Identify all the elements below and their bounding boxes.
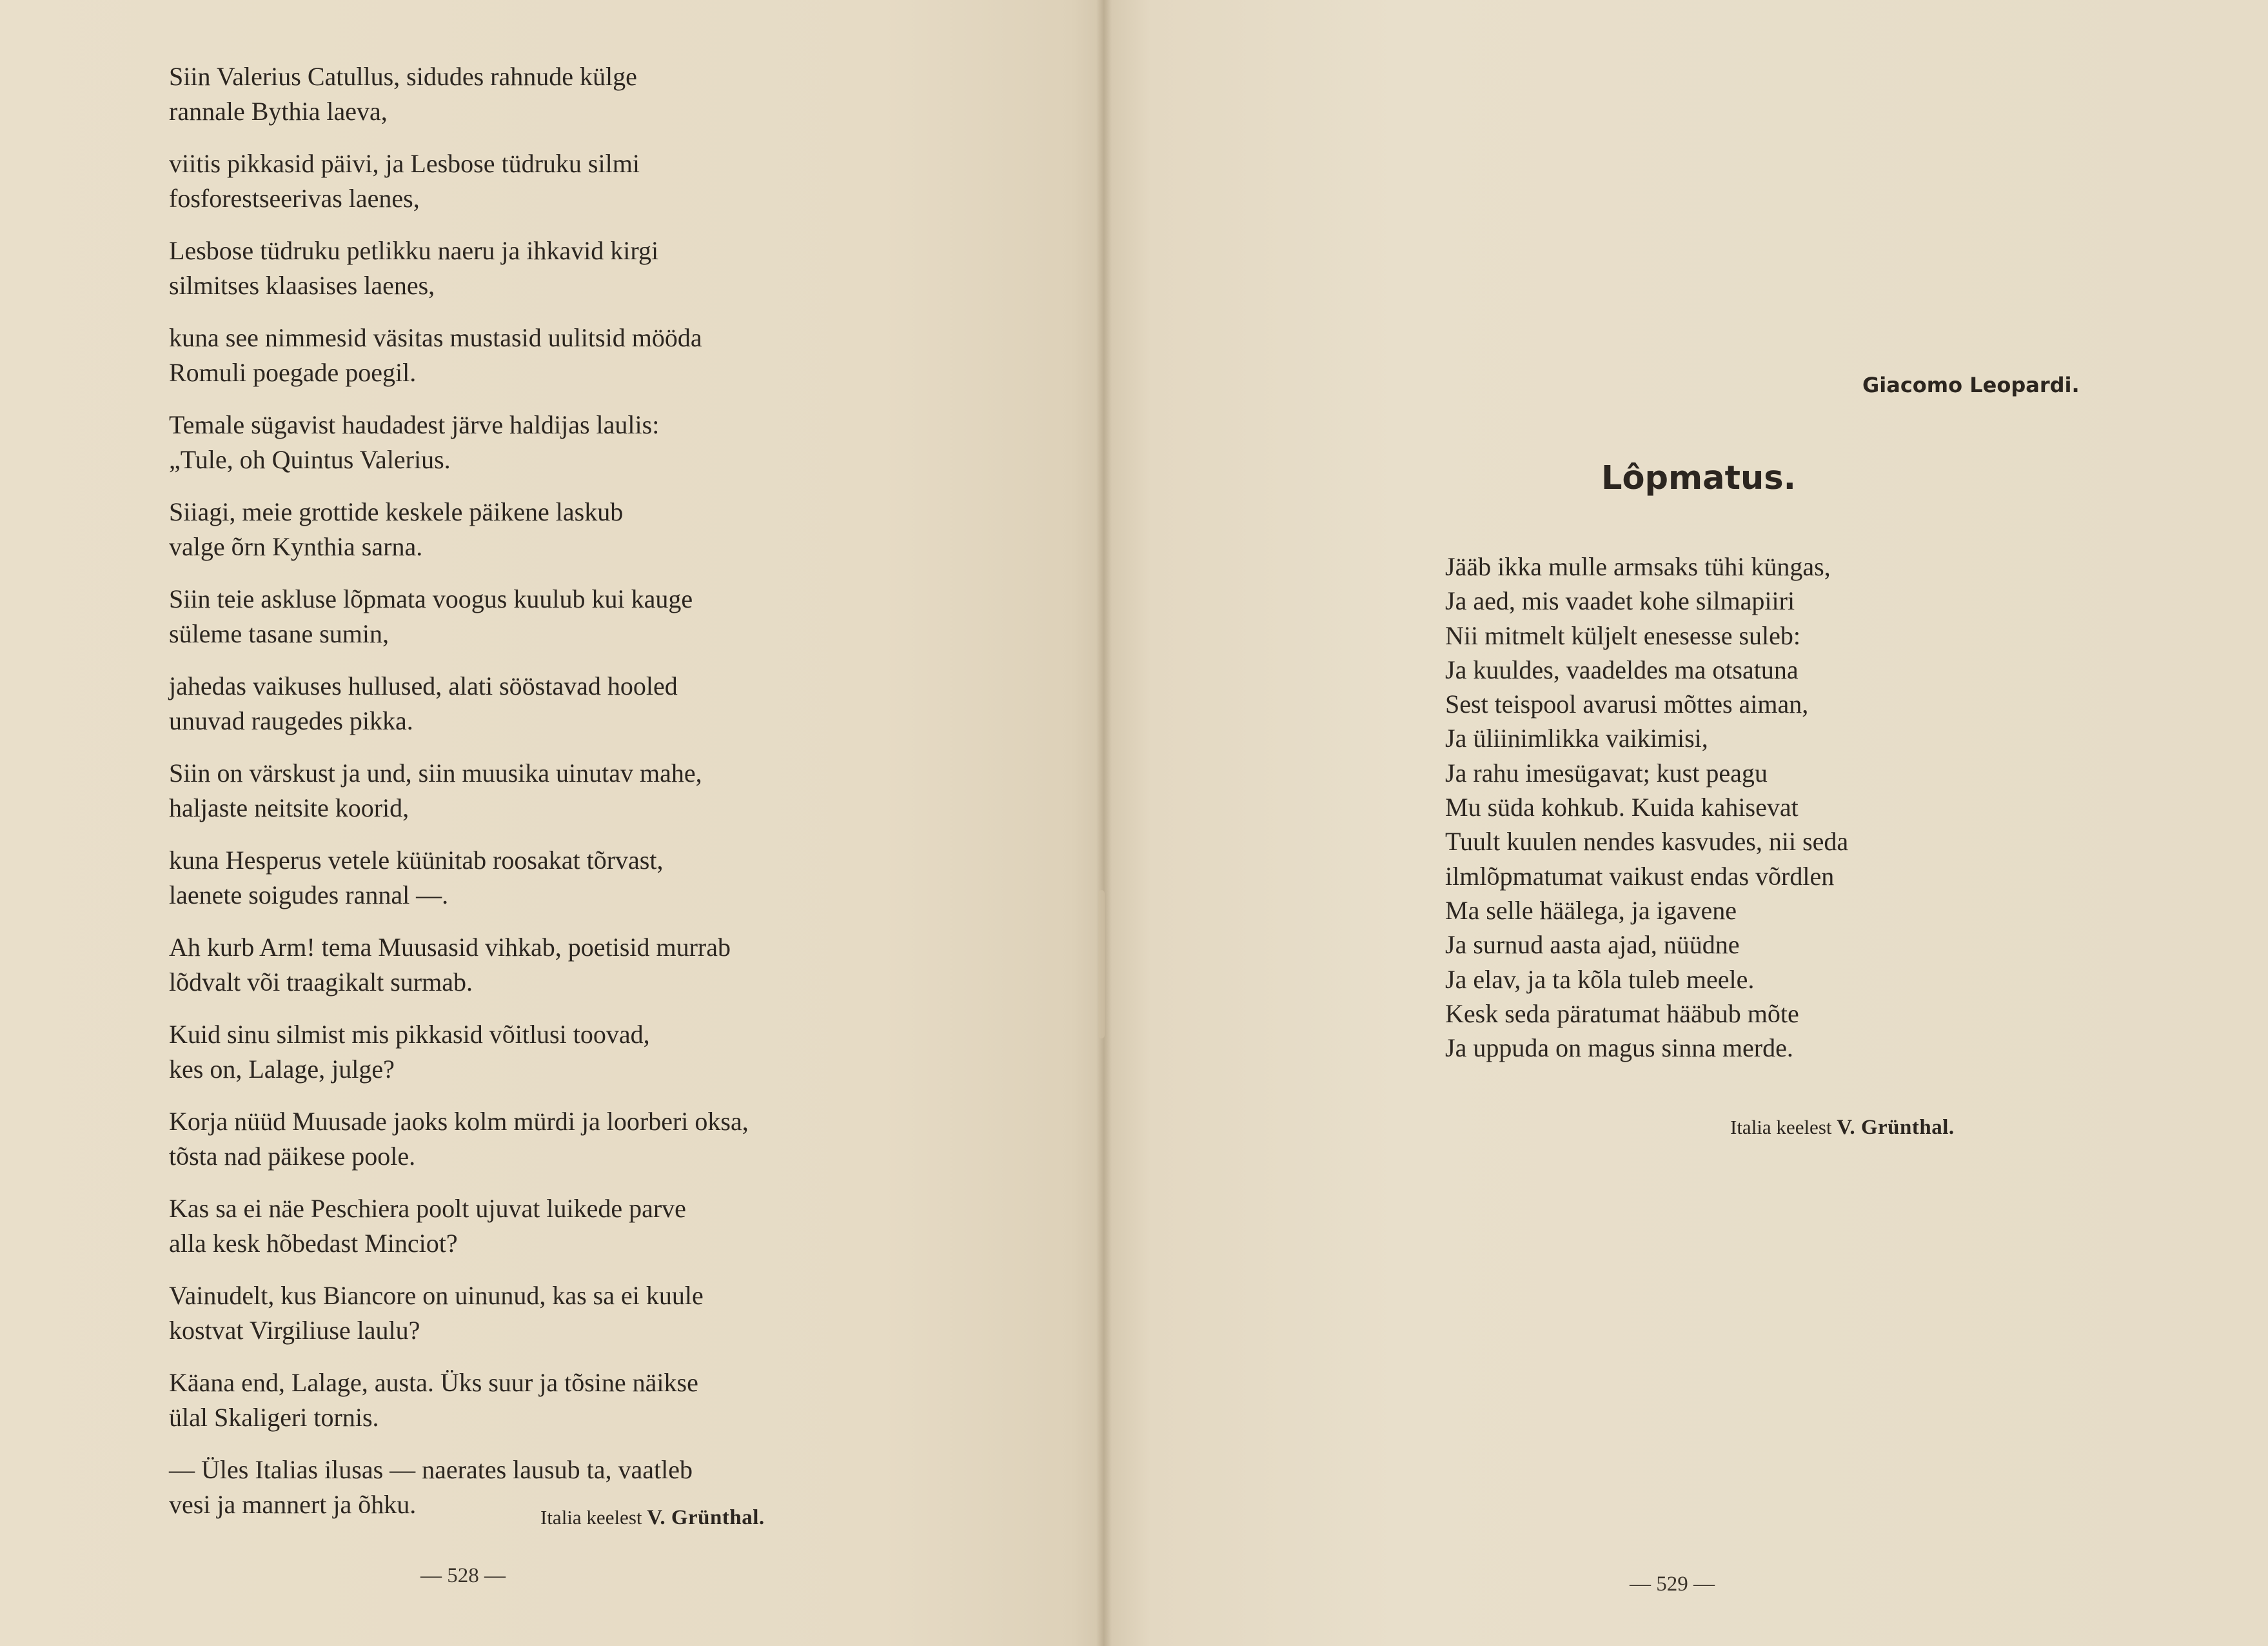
poem-line: Mu süda kohkub. Kuida kahisevat [1445, 793, 1799, 822]
poem-line: süleme tasane sumin, [169, 619, 390, 648]
stanza [169, 582, 911, 651]
poem-line: unuvad raugedes pikka. [169, 706, 413, 735]
stanza [169, 930, 911, 1000]
right-poem-text [1445, 550, 2026, 1065]
poem-line: valge õrn Kynthia sarna. [169, 532, 423, 561]
poem-line: Ja üliinimlikka vaikimisi, [1445, 724, 1708, 753]
poem-line: Siin Valerius Catullus, sidudes rahnude külge [169, 62, 637, 91]
poem-line: — Üles Italias ilusas — naerates lausub ta, vaatleb [169, 1455, 693, 1484]
book-gutter [1096, 0, 1112, 1646]
poem-line: Ja aed, mis vaadet kohe silmapiiri [1445, 586, 1795, 616]
poem-line: silmitses klaasises laenes, [169, 271, 435, 300]
stanza [169, 1278, 911, 1348]
poem-line: tõsta nad päikese poole. [169, 1142, 416, 1171]
stanza [169, 1365, 911, 1435]
left-page [0, 0, 1104, 1646]
stanza [169, 669, 911, 739]
poem-line: Romuli poegade poegil. [169, 358, 417, 387]
poem-line: rannale Bythia laeva, [169, 97, 388, 126]
poem-line: haljaste neitsite koorid, [169, 793, 409, 822]
stanza [169, 1191, 911, 1261]
left-translator-credit [540, 1506, 765, 1530]
poem-line: Sest teispool avarusi mõttes aiman, [1445, 689, 1809, 719]
poem-line: Vainudelt, kus Biancore on uinunud, kas sa ei kuule [169, 1281, 704, 1310]
poem-line: Ah kurb Arm! tema Muusasid vihkab, poetisid murrab [169, 933, 731, 962]
poem-line: Temale sügavist haudadest järve haldijas laulis: [169, 410, 660, 439]
poem-line: viitis pikkasid päivi, ja Lesbose tüdruku silmi [169, 149, 640, 178]
stanza [169, 843, 911, 913]
poem-line: ilmlõpmatumat vaikust endas võrdlen [1445, 861, 1835, 891]
stanza [169, 59, 911, 129]
poem-line: Kas sa ei näe Peschiera poolt ujuvat luikede parve [169, 1194, 686, 1223]
poem-title: Lôpmatus. [1601, 459, 1797, 497]
poem-line: Ja elav, ja ta kõla tuleb meele. [1445, 964, 1755, 994]
poem-line: Nii mitmelt küljelt enesesse suleb: [1445, 620, 1801, 650]
left-page-number: — 528 — [420, 1564, 506, 1587]
poem-line: „Tule, oh Quintus Valerius. [169, 445, 451, 474]
poem-line: Siin on värskust ja und, siin muusika uinutav mahe, [169, 759, 702, 788]
poem-line: jahedas vaikuses hullused, alati sööstavad hooled [169, 671, 678, 700]
poem-line: fosforestseerivas laenes, [169, 184, 420, 213]
left-poem-text [169, 59, 911, 1540]
poem-line: Ja kuuldes, vaadeldes ma otsatuna [1445, 655, 1799, 684]
stanza [169, 321, 911, 390]
stanza [169, 1017, 911, 1087]
left-credit-prefix: Italia keelest [540, 1506, 642, 1529]
poem-line: alla kesk hõbedast Minciot? [169, 1229, 458, 1258]
poem-line: Ma selle häälega, ja igavene [1445, 895, 1737, 925]
right-credit-prefix: Italia keelest [1730, 1116, 1832, 1138]
stanza [169, 1453, 911, 1522]
poem-author: Giacomo Leopardi. [1862, 373, 2080, 397]
stanza [169, 756, 911, 826]
right-page-number: — 529 — [1630, 1572, 1715, 1596]
poem-line: Käana end, Lalage, austa. Üks suur ja tõsine näikse [169, 1368, 698, 1397]
stanza [169, 146, 911, 216]
right-translator-credit [1730, 1116, 1955, 1140]
binding-stitch [1098, 890, 1105, 1038]
stanza [169, 1104, 911, 1174]
poem-line: vesi ja mannert ja õhku. [169, 1490, 417, 1519]
poem-line: Ja rahu imesügavat; kust peagu [1445, 758, 1768, 788]
stanza [169, 495, 911, 564]
poem-line: Siin teie askluse lõpmata voogus kuulub kui kauge [169, 584, 693, 613]
right-page [1104, 0, 2268, 1646]
poem-line: laenete soigudes rannal —. [169, 880, 449, 909]
poem-line: Korja nüüd Muusade jaoks kolm mürdi ja loorberi oksa, [169, 1107, 749, 1136]
poem-line: kes on, Lalage, julge? [169, 1055, 395, 1084]
poem-line: Ja uppuda on magus sinna merde. [1445, 1033, 1793, 1063]
poem-line: Tuult kuulen nendes kasvudes, nii seda [1445, 827, 1849, 857]
poem-line: Kesk seda päratumat hääbub mõte [1445, 998, 1799, 1028]
stanza [169, 408, 911, 477]
poem-line: Jääb ikka mulle armsaks tühi küngas, [1445, 552, 1831, 581]
left-credit-name: V. Grünthal. [647, 1506, 765, 1529]
stanza [169, 233, 911, 303]
poem-line: Siiagi, meie grottide keskele päikene laskub [169, 497, 624, 526]
poem-line: kuna see nimmesid väsitas mustasid uulitsid mööda [169, 323, 702, 352]
poem-line: lõdvalt või traagikalt surmab. [169, 967, 473, 997]
poem-line: Ja surnud aasta ajad, nüüdne [1445, 930, 1740, 960]
poem-line: kuna Hesperus vetele küünitab roosakat tõrvast, [169, 846, 664, 875]
poem-line: Kuid sinu silmist mis pikkasid võitlusi toovad, [169, 1020, 650, 1049]
poem-line: Lesbose tüdruku petlikku naeru ja ihkavid kirgi [169, 236, 659, 265]
right-credit-name: V. Grünthal. [1837, 1116, 1955, 1139]
poem-line: ülal Skaligeri tornis. [169, 1403, 379, 1432]
poem-line: kostvat Virgiliuse laulu? [169, 1316, 420, 1345]
